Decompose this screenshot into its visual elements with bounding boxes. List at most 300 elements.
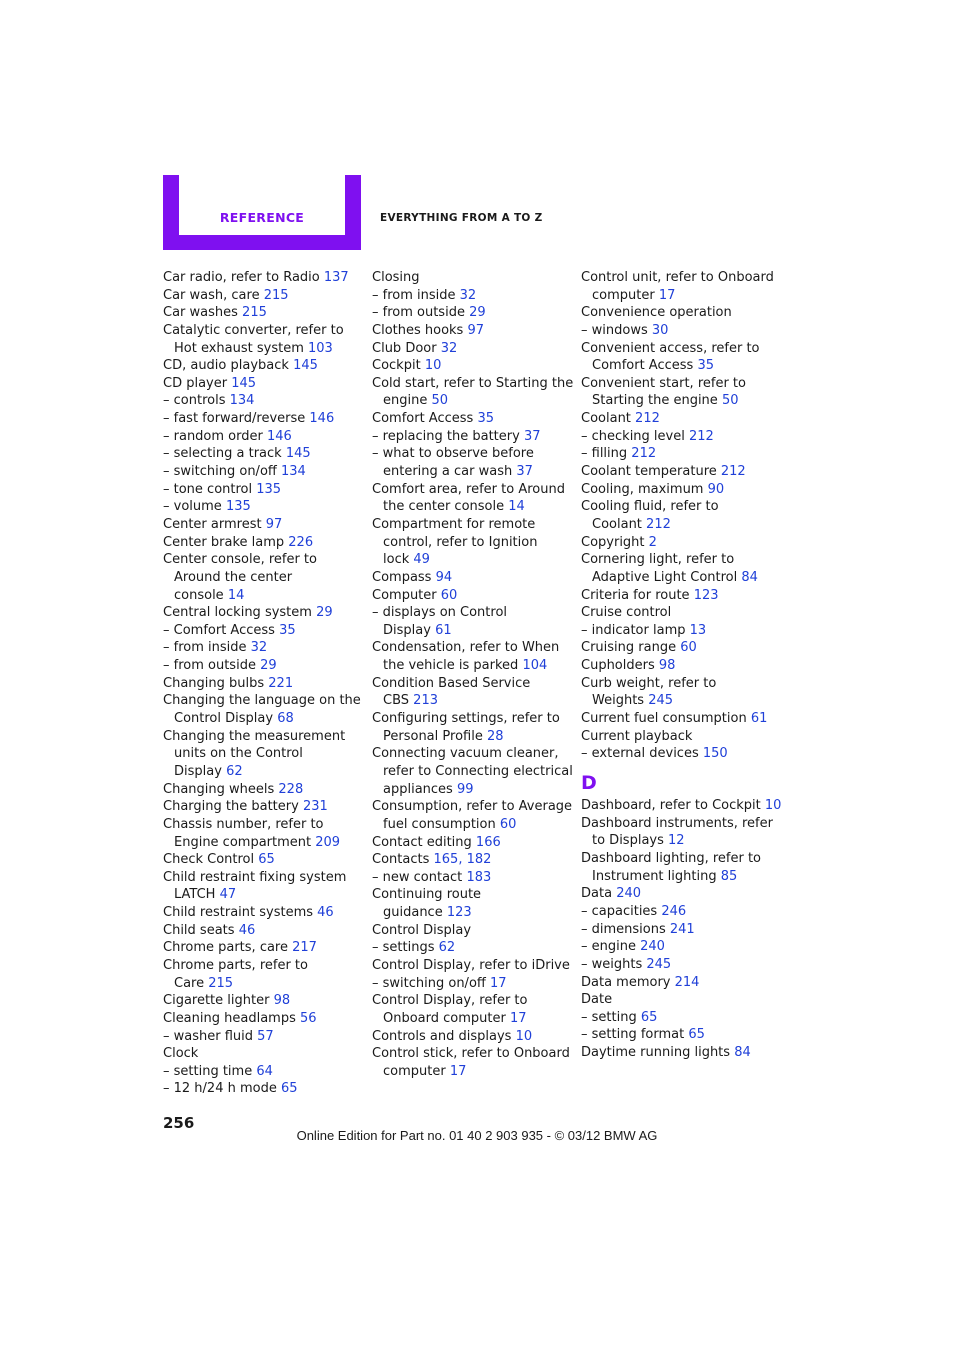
- page-reference-link[interactable]: 65: [688, 1027, 705, 1043]
- index-entry-continuation: [372, 781, 572, 799]
- index-entry: [581, 481, 781, 499]
- index-entry-text: Condition Based Service: [372, 675, 531, 691]
- index-entry-text: – dimensions: [581, 921, 666, 937]
- index-entry: [372, 287, 572, 305]
- index-entry: [581, 991, 781, 1009]
- index-entry-text: the vehicle is parked: [383, 658, 519, 674]
- index-entry-text: – from outside: [372, 305, 465, 321]
- index-entry-text: Condensation, refer to When: [372, 640, 560, 656]
- page-reference-link[interactable]: 166: [475, 834, 501, 850]
- index-entry-text: Catalytic converter, refer to: [163, 322, 344, 338]
- page-reference-link[interactable]: 241: [669, 921, 695, 937]
- page-reference-link[interactable]: 10: [764, 798, 782, 814]
- index-entry: [581, 728, 781, 746]
- index-entry-text: – from inside: [372, 287, 456, 303]
- index-entry: [581, 498, 781, 516]
- index-entry: [163, 939, 363, 957]
- page-reference-link[interactable]: 61: [750, 711, 768, 727]
- page-reference-link[interactable]: 215: [242, 305, 267, 321]
- index-entry-text: computer: [592, 287, 655, 303]
- index-entry: [163, 481, 363, 499]
- page-reference-link[interactable]: 213: [413, 693, 438, 709]
- index-entry-text: Copyright: [581, 534, 645, 550]
- index-column-2: [372, 269, 572, 1080]
- index-entry: [163, 304, 363, 322]
- index-entry-text: lock: [383, 552, 410, 568]
- page-reference-link[interactable]: 47: [219, 887, 237, 903]
- page-reference-link[interactable]: 56: [300, 1010, 317, 1026]
- index-entry-text: Weights: [592, 693, 645, 709]
- page-reference-link[interactable]: 123: [446, 905, 472, 921]
- page-reference-link[interactable]: 35: [279, 622, 296, 638]
- page-reference-link[interactable]: 231: [302, 799, 328, 815]
- page-reference-link[interactable]: 37: [516, 464, 533, 480]
- index-column-3: [581, 269, 781, 1062]
- index-entry: [163, 675, 363, 693]
- page-reference-link[interactable]: 50: [721, 393, 739, 409]
- index-entry-continuation: [163, 340, 363, 358]
- index-entry-text: Child seats: [163, 922, 235, 938]
- index-entry: [163, 1080, 363, 1098]
- page-reference-link[interactable]: 146: [309, 411, 335, 427]
- page-reference-link[interactable]: 62: [438, 940, 456, 956]
- index-entry: [163, 392, 363, 410]
- index-entry: [581, 657, 781, 675]
- page-reference-link[interactable]: 32: [250, 640, 268, 656]
- index-entry-text: Changing wheels: [163, 781, 275, 797]
- index-entry-text: – weights: [581, 956, 643, 972]
- page-reference-link[interactable]: 137: [323, 270, 349, 285]
- index-entry-continuation: [581, 287, 781, 305]
- index-entry: [581, 745, 781, 763]
- page-reference-link[interactable]: 226: [288, 534, 314, 550]
- index-entry-text: Continuing route: [372, 887, 482, 903]
- page-reference-link[interactable]: 64: [256, 1063, 273, 1079]
- page-reference-link[interactable]: 135: [225, 499, 251, 515]
- index-entry-continuation: [372, 904, 572, 922]
- index-entry-text: Cruise control: [581, 605, 672, 621]
- index-entry: [581, 675, 781, 693]
- index-entry: [372, 375, 572, 393]
- index-entry-text: computer: [383, 1063, 446, 1079]
- page-reference-link[interactable]: 240: [616, 886, 642, 902]
- index-entry-continuation: [372, 692, 572, 710]
- index-entry-text: – new contact: [372, 869, 463, 885]
- page-reference-link[interactable]: 29: [316, 605, 333, 621]
- index-entry-text: Data memory: [581, 974, 671, 990]
- index-letter-heading-row: [581, 763, 781, 797]
- page-reference-link[interactable]: 98: [273, 993, 291, 1009]
- index-entry-continuation: [372, 498, 572, 516]
- index-entry: [581, 463, 781, 481]
- index-entry: [581, 375, 781, 393]
- index-entry: [163, 639, 363, 657]
- index-entry-text: Center console, refer to: [163, 552, 317, 568]
- index-entry-text: Cleaning headlamps: [163, 1010, 296, 1026]
- index-entry: [581, 710, 781, 728]
- page-reference-link[interactable]: 37: [523, 428, 541, 444]
- index-entry: [372, 304, 572, 322]
- index-entry-continuation: [581, 569, 781, 587]
- index-entry-text: – switching on/off: [163, 464, 277, 480]
- index-entry-continuation: [372, 534, 572, 552]
- index-entry-continuation: [372, 622, 572, 640]
- index-entry: [581, 322, 781, 340]
- page-reference-link[interactable]: 90: [707, 481, 725, 497]
- index-entry: [372, 340, 572, 358]
- page-reference-link[interactable]: 134: [229, 393, 255, 409]
- index-entry-text: Adaptive Light Control: [592, 569, 738, 585]
- index-entry-text: console: [174, 587, 224, 603]
- page-reference-link[interactable]: 17: [449, 1063, 467, 1079]
- index-entry: [372, 975, 572, 993]
- index-entry-continuation: [372, 463, 572, 481]
- index-entry: [372, 939, 572, 957]
- index-entry-text: Central locking system: [163, 605, 312, 621]
- index-entry: [372, 957, 572, 975]
- index-entry: [581, 604, 781, 622]
- page-reference-link[interactable]: 68: [277, 711, 294, 727]
- index-entry-text: to Displays: [592, 833, 664, 849]
- index-entry-text: – engine: [581, 939, 636, 955]
- page-reference-link[interactable]: 29: [469, 305, 486, 321]
- index-entry: [372, 745, 572, 763]
- page-reference-link[interactable]: 10: [515, 1028, 533, 1044]
- chapter-title: EVERYTHING FROM A TO Z: [380, 212, 543, 224]
- index-entry: [372, 357, 572, 375]
- index-entry-text: Club Door: [372, 340, 437, 356]
- page-reference-link[interactable]: 215: [208, 975, 234, 991]
- section-tab-bottom-bar: [163, 235, 361, 250]
- index-entry-continuation: [581, 516, 781, 534]
- page-reference-link[interactable]: 14: [508, 499, 525, 515]
- index-entry-text: Computer: [372, 587, 437, 603]
- index-entry-text: entering a car wash: [383, 464, 513, 480]
- page-reference-link[interactable]: 17: [658, 287, 676, 303]
- page-reference-link[interactable]: 17: [490, 975, 507, 991]
- page-reference-link[interactable]: 165, 182: [433, 852, 492, 868]
- page-reference-link[interactable]: 49: [413, 552, 430, 568]
- page-reference-link[interactable]: 60: [440, 587, 458, 603]
- page-reference-link[interactable]: 103: [308, 340, 333, 356]
- page-reference-link[interactable]: 104: [522, 658, 548, 674]
- index-entry-text: LATCH: [174, 887, 216, 903]
- page-reference-link[interactable]: 57: [257, 1028, 274, 1044]
- index-entry: [163, 692, 363, 710]
- index-entry: [581, 956, 781, 974]
- index-entry: [581, 428, 781, 446]
- index-entry-text: guidance: [383, 905, 443, 921]
- index-entry-text: Car wash, care: [163, 287, 260, 303]
- index-entry-text: – fast forward/reverse: [163, 411, 306, 427]
- index-entry: [163, 375, 363, 393]
- index-entry-continuation: [581, 692, 781, 710]
- page-reference-link[interactable]: 32: [459, 287, 477, 303]
- index-entry-text: Dashboard lighting, refer to: [581, 851, 762, 867]
- index-entry: [163, 728, 363, 746]
- index-entry-text: refer to Connecting electrical: [383, 763, 573, 779]
- index-entry: [163, 1045, 363, 1063]
- page-reference-link[interactable]: 17: [509, 1010, 527, 1026]
- index-entry-continuation: [163, 886, 363, 904]
- index-entry: [163, 463, 363, 481]
- index-entry-continuation: [581, 832, 781, 850]
- index-entry-text: Dashboard, refer to Cockpit: [581, 798, 761, 814]
- index-entry: [372, 675, 572, 693]
- index-entry-text: Care: [174, 975, 205, 991]
- page-reference-link[interactable]: 183: [466, 869, 492, 885]
- page-reference-link[interactable]: 145: [285, 446, 311, 462]
- index-entry: [581, 304, 781, 322]
- index-entry-text: Convenient access, refer to: [581, 340, 760, 356]
- page-reference-link[interactable]: 123: [693, 587, 719, 603]
- index-entry-text: Engine compartment: [174, 834, 312, 850]
- index-entry: [372, 834, 572, 852]
- page-reference-link[interactable]: 145: [293, 358, 318, 374]
- index-entry-text: – tone control: [163, 481, 253, 497]
- index-entry-continuation: [372, 1063, 572, 1081]
- index-entry: [581, 622, 781, 640]
- page-reference-link[interactable]: 134: [281, 464, 306, 480]
- index-entry-text: CD player: [163, 375, 228, 391]
- index-entry-text: – capacities: [581, 903, 658, 919]
- index-entry-text: – setting: [581, 1009, 637, 1025]
- page-reference-link[interactable]: 32: [440, 340, 458, 356]
- index-entry-text: – windows: [581, 322, 648, 338]
- index-entry-text: Instrument lighting: [592, 868, 717, 884]
- index-entry-text: fuel consumption: [383, 816, 496, 832]
- index-entry-text: Starting the engine: [592, 393, 718, 409]
- page-reference-link[interactable]: 212: [688, 428, 714, 444]
- page-reference-link[interactable]: 240: [640, 939, 665, 955]
- index-entry-text: Car washes: [163, 305, 238, 321]
- index-entry-text: Chrome parts, refer to: [163, 957, 308, 973]
- index-entry-text: Compass: [372, 569, 432, 585]
- index-entry-continuation: [163, 975, 363, 993]
- index-entry: [163, 798, 363, 816]
- index-entry-text: engine: [383, 393, 428, 409]
- index-entry-text: – indicator lamp: [581, 622, 686, 638]
- index-entry-text: Child restraint fixing system: [163, 869, 347, 885]
- page-reference-link[interactable]: 60: [680, 640, 697, 656]
- index-entry: [372, 869, 572, 887]
- index-entry: [163, 869, 363, 887]
- index-entry-text: Comfort Access: [592, 358, 694, 374]
- page-reference-link[interactable]: 217: [292, 940, 317, 956]
- index-entry: [163, 534, 363, 552]
- index-entry-continuation: [163, 745, 363, 763]
- page-reference-link[interactable]: 62: [226, 763, 243, 779]
- page-reference-link[interactable]: 46: [238, 922, 256, 938]
- page-reference-link[interactable]: 228: [278, 781, 304, 797]
- index-entry: [581, 587, 781, 605]
- page-reference-link[interactable]: 245: [648, 693, 674, 709]
- index-entry: [163, 357, 363, 375]
- page-reference-link[interactable]: 135: [256, 481, 282, 497]
- index-entry-text: Cockpit: [372, 358, 421, 374]
- index-entry-text: Car radio, refer to Radio: [163, 270, 320, 285]
- index-entry-text: Current playback: [581, 728, 693, 744]
- page-reference-link[interactable]: 98: [658, 658, 676, 674]
- index-entry-text: Contacts: [372, 852, 430, 868]
- index-entry: [163, 1063, 363, 1081]
- index-entry-text: – setting format: [581, 1027, 685, 1043]
- index-entry: [581, 903, 781, 921]
- page-reference-link[interactable]: 212: [646, 516, 671, 532]
- index-entry-continuation: [163, 587, 363, 605]
- index-entry-text: Control Display, refer to: [372, 993, 528, 1009]
- index-entry: [581, 974, 781, 992]
- index-entry-text: – random order: [163, 428, 263, 444]
- index-entry: [163, 904, 363, 922]
- page-reference-link[interactable]: 30: [651, 322, 669, 338]
- index-entry-text: Cruising range: [581, 640, 677, 656]
- page-reference-link[interactable]: 28: [486, 728, 504, 744]
- page-reference-link[interactable]: 14: [227, 587, 245, 603]
- index-entry-text: Charging the battery: [163, 799, 299, 815]
- index-entry: [581, 534, 781, 552]
- index-entry-text: Around the center: [174, 569, 293, 585]
- index-entry: [581, 445, 781, 463]
- page-reference-link[interactable]: 215: [263, 287, 289, 303]
- index-entry: [163, 445, 363, 463]
- page-reference-link[interactable]: 65: [280, 1081, 298, 1097]
- page-reference-link[interactable]: 35: [697, 358, 714, 374]
- index-entry-text: Cupholders: [581, 658, 655, 674]
- index-entry-text: Control Display: [174, 711, 274, 727]
- index-entry-continuation: [372, 551, 572, 569]
- index-entry: [372, 604, 572, 622]
- index-entry-text: Check Control: [163, 852, 255, 868]
- index-entry: [581, 1044, 781, 1062]
- index-entry-text: – displays on Control: [372, 605, 508, 621]
- page-reference-link[interactable]: 35: [477, 411, 494, 427]
- index-entry: [372, 1045, 572, 1063]
- page-reference-link[interactable]: 2: [648, 534, 657, 550]
- index-entry-text: – washer fluid: [163, 1028, 254, 1044]
- index-entry: [372, 639, 572, 657]
- index-entry-text: Dashboard instruments, refer: [581, 815, 773, 831]
- index-entry: [581, 885, 781, 903]
- index-entry-continuation: [372, 816, 572, 834]
- index-entry-continuation: [372, 763, 572, 781]
- index-entry-text: – checking level: [581, 428, 685, 444]
- page-reference-link[interactable]: 84: [734, 1045, 751, 1061]
- index-entry-text: – replacing the battery: [372, 428, 520, 444]
- index-entry-text: Control stick, refer to Onboard: [372, 1046, 570, 1062]
- index-entry: [372, 992, 572, 1010]
- index-entry: [163, 1010, 363, 1028]
- page-reference-link[interactable]: 46: [317, 905, 334, 921]
- page-reference-link[interactable]: 150: [702, 746, 728, 762]
- index-entry: [372, 445, 572, 463]
- index-entry-text: Compartment for remote: [372, 516, 536, 532]
- index-entry-text: Cooling, maximum: [581, 481, 704, 497]
- page-reference-link[interactable]: 97: [467, 322, 485, 338]
- index-entry-text: Changing bulbs: [163, 675, 265, 691]
- index-entry: [372, 587, 572, 605]
- index-entry-continuation: [581, 357, 781, 375]
- index-entry-text: – settings: [372, 940, 435, 956]
- index-entry: [163, 269, 363, 287]
- index-entry-text: Connecting vacuum cleaner,: [372, 746, 559, 762]
- page-reference-link[interactable]: 94: [435, 569, 453, 585]
- page-reference-link[interactable]: 212: [720, 464, 746, 480]
- index-entry: [163, 992, 363, 1010]
- page-reference-link[interactable]: 65: [258, 852, 275, 868]
- index-entry-text: control, refer to Ignition: [383, 534, 538, 550]
- index-entry: [372, 798, 572, 816]
- index-entry-text: Onboard computer: [383, 1010, 506, 1026]
- index-entry-text: Cooling fluid, refer to: [581, 499, 719, 515]
- index-entry-text: Consumption, refer to Average: [372, 799, 573, 815]
- page-reference-link[interactable]: 60: [499, 816, 517, 832]
- footer-edition-note: Online Edition for Part no. 01 40 2 903 935 - © 03/12 BMW AG: [296, 1128, 658, 1143]
- page-reference-link[interactable]: 214: [674, 974, 700, 990]
- page-reference-link[interactable]: 246: [661, 903, 687, 919]
- page-reference-link[interactable]: 65: [640, 1009, 658, 1025]
- index-entry-continuation: [581, 868, 781, 886]
- index-entry-text: – controls: [163, 393, 226, 409]
- index-entry-text: Current fuel consumption: [581, 711, 747, 727]
- page-reference-link[interactable]: 146: [267, 428, 292, 444]
- index-entry-text: Chrome parts, care: [163, 940, 288, 956]
- page-reference-link[interactable]: 145: [231, 375, 257, 391]
- index-entry: [163, 604, 363, 622]
- page-reference-link[interactable]: 97: [265, 516, 283, 532]
- index-entry: [372, 481, 572, 499]
- page-reference-link[interactable]: 212: [631, 446, 657, 462]
- index-entry-continuation: [163, 763, 363, 781]
- page-reference-link[interactable]: 245: [646, 956, 672, 972]
- index-entry-continuation: [163, 710, 363, 728]
- index-entry: [163, 428, 363, 446]
- index-entry: [372, 710, 572, 728]
- index-entry-text: Criteria for route: [581, 587, 690, 603]
- index-entry-text: Display: [383, 622, 431, 638]
- page-reference-link[interactable]: 99: [456, 781, 474, 797]
- index-entry: [581, 850, 781, 868]
- index-entry-text: Hot exhaust system: [174, 340, 304, 356]
- index-entry: [581, 1009, 781, 1027]
- index-entry-text: – selecting a track: [163, 446, 282, 462]
- index-entry: [163, 922, 363, 940]
- page-reference-link[interactable]: 61: [435, 622, 452, 638]
- index-entry: [163, 851, 363, 869]
- page-reference-link[interactable]: 221: [268, 675, 294, 691]
- index-entry: [372, 1028, 572, 1046]
- page-reference-link[interactable]: 29: [260, 658, 277, 674]
- index-entry: [581, 815, 781, 833]
- page-reference-link[interactable]: 212: [635, 411, 660, 427]
- index-entry: [581, 797, 781, 815]
- page-reference-link[interactable]: 13: [689, 622, 707, 638]
- page-reference-link[interactable]: 12: [668, 833, 685, 849]
- page-number: 256: [163, 1114, 195, 1132]
- page-reference-link[interactable]: 209: [315, 834, 341, 850]
- page-reference-link[interactable]: 85: [720, 868, 738, 884]
- index-entry-continuation: [581, 392, 781, 410]
- index-entry-text: appliances: [383, 781, 453, 797]
- index-entry-text: Control Display, refer to iDrive: [372, 957, 570, 973]
- page-reference-link[interactable]: 84: [741, 569, 758, 585]
- page-reference-link[interactable]: 50: [431, 393, 449, 409]
- index-entry-text: Configuring settings, refer to: [372, 711, 560, 727]
- index-entry-text: Convenient start, refer to: [581, 375, 746, 391]
- index-entry: [581, 639, 781, 657]
- index-entry-text: – Comfort Access: [163, 622, 275, 638]
- page-reference-link[interactable]: 10: [424, 358, 442, 374]
